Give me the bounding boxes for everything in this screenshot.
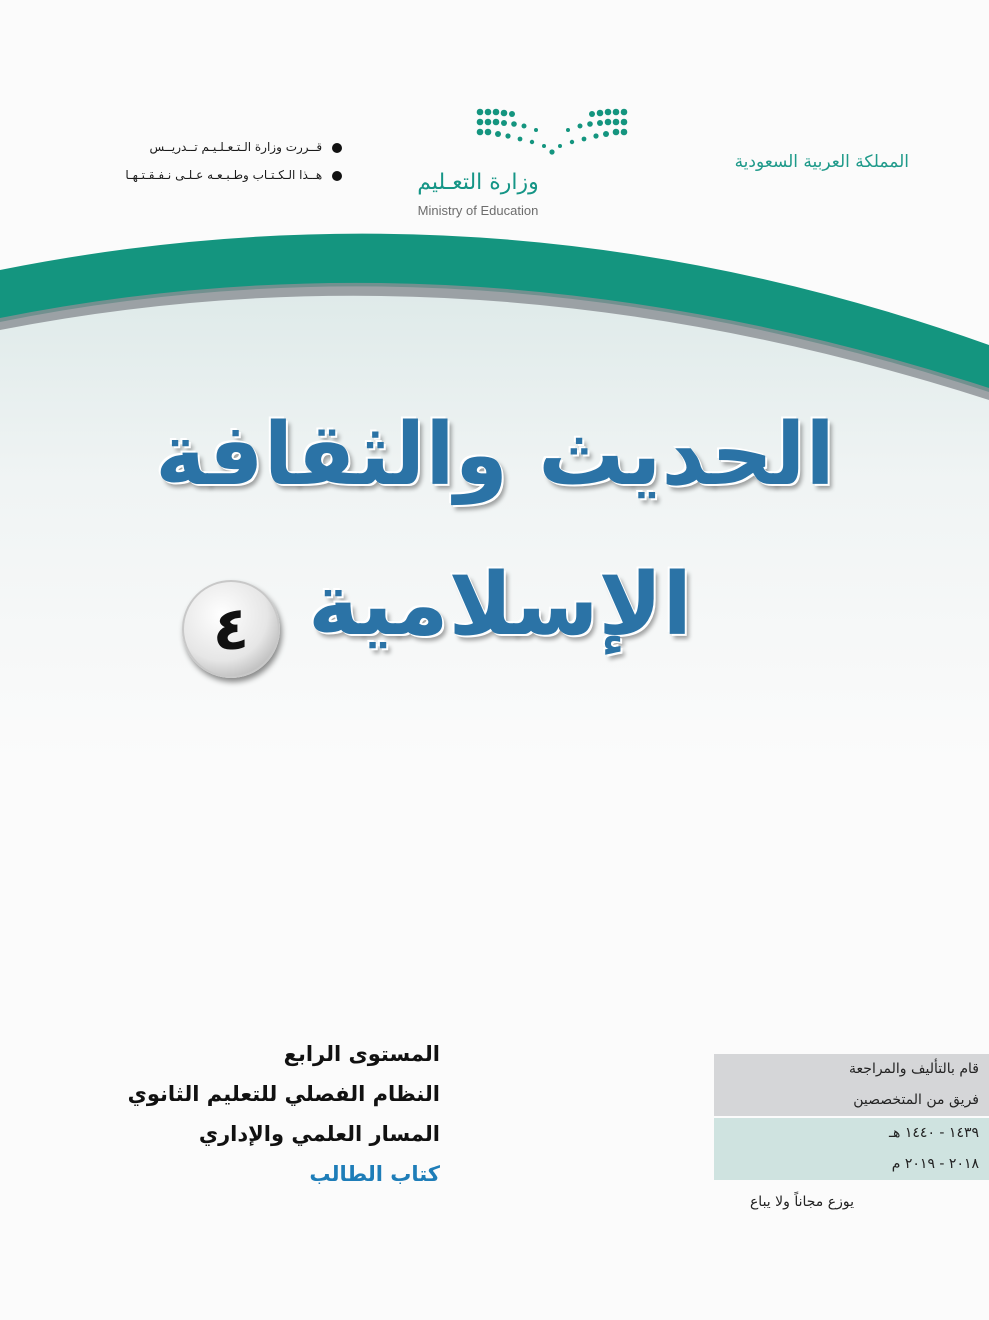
free-distribution-note: يوزع مجاناً ولا يباع bbox=[749, 1194, 854, 1210]
authoring-team: فريق من المتخصصين bbox=[714, 1085, 989, 1116]
info-box bbox=[714, 1054, 989, 1180]
volume-number: ٤ bbox=[212, 594, 250, 664]
kingdom-name: المملكة العربية السعودية bbox=[734, 152, 909, 172]
track-label: المسار العلمي والإداري bbox=[198, 1122, 440, 1146]
gregorian-year: ٢٠١٨ - ٢٠١٩ م bbox=[714, 1149, 989, 1180]
book-title-line-2: الإسلامية bbox=[308, 555, 692, 655]
bullet-icon bbox=[332, 171, 342, 181]
note-line-1: قــررت وزارة الـتـعـلـيـم تــدريــس bbox=[149, 140, 323, 154]
level-label: المستوى الرابع bbox=[283, 1042, 440, 1066]
volume-badge bbox=[182, 580, 280, 678]
ministry-name-en: Ministry of Education bbox=[417, 203, 539, 218]
ministry-name-ar: وزارة التعـليم bbox=[417, 170, 539, 195]
printing-note bbox=[82, 168, 342, 182]
system-label: النظام الفصلي للتعليم الثانوي bbox=[127, 1082, 440, 1106]
authored-by: قام بالتأليف والمراجعة bbox=[714, 1054, 989, 1085]
student-book-label: كتاب الطالب bbox=[309, 1162, 440, 1186]
book-title-line-1: الحديث والثقافة bbox=[155, 405, 835, 505]
ministry-logo-icon bbox=[474, 104, 630, 160]
hijri-year: ١٤٣٩ - ١٤٤٠ هـ bbox=[714, 1118, 989, 1149]
approval-note bbox=[82, 140, 342, 154]
note-line-2: هــذا الـكـتـاب وطـبـعـه عـلـى نـفـقـتـهـا bbox=[125, 168, 323, 182]
bullet-icon bbox=[332, 143, 342, 153]
